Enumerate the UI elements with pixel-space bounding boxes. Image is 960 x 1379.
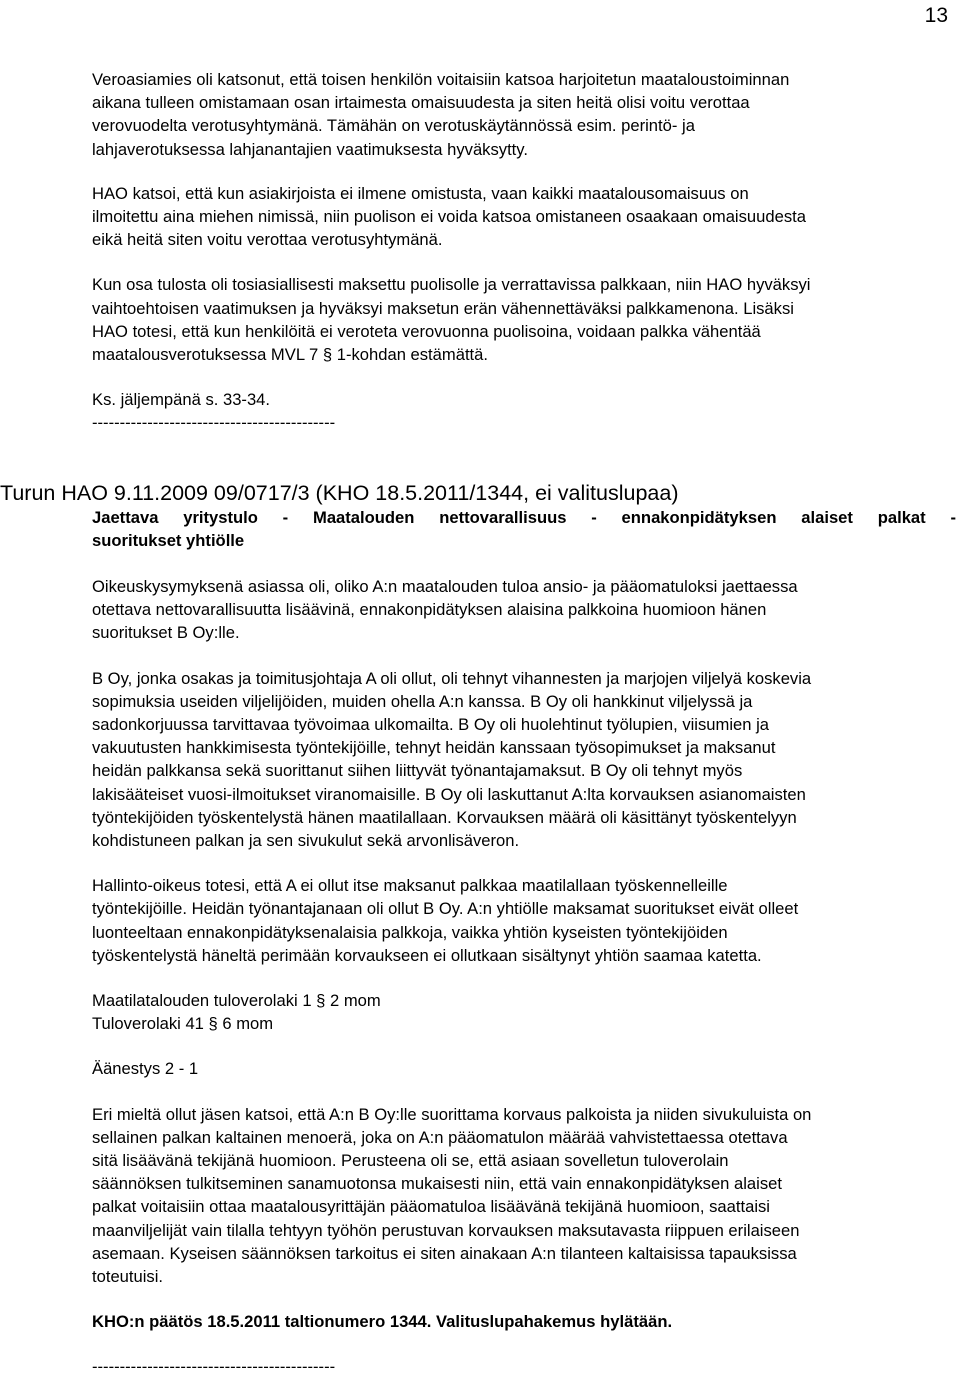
text-line: aikana tulleen omistamaan osan irtaimesta omaisuudesta ja siten heitä olisi voitu verottaa: [92, 93, 750, 113]
paragraph-dissent: [92, 1103, 960, 1289]
text-line: HAO totesi, että kun henkilöitä ei veroteta verovuonna puolisoina, voidaan palkka vähentää: [92, 321, 761, 341]
text-line: luonteeltaan ennakonpidätyksenalaisia palkkoja, vaikka yhtiön kyseisten työntekijöiden: [92, 922, 728, 942]
case-subtitle-line: suoritukset yhtiölle: [92, 531, 245, 550]
text-line: asemaan. Kyseisen säännöksen tarkoitus ei siten ainakaan A:n tilanteen kaltaisissa tapauksissa: [92, 1243, 797, 1263]
paragraph-b-oy: [92, 667, 960, 853]
text-line: säännöksen tulkitseminen sanamuotonsa mukaisesti niin, että vain ennakonpidätyksen alaiset: [92, 1174, 782, 1194]
statute-line: Tuloverolaki 41 § 6 mom: [92, 1014, 274, 1034]
text-line: B Oy, jonka osakas ja toimitusjohtaja A oli ollut, oli tehnyt vihannesten ja marjojen viljelyä koskevia: [92, 668, 812, 688]
text-line: sopimuksia useiden viljelijöiden, muiden ohella A:n kanssa. B Oy oli hankkinut viljelyssä ja: [92, 691, 753, 711]
page-number: 13: [924, 4, 948, 27]
text-line: palkat voitaisiin ottaa maatalousyrittäjän pääomatuloa lisäävänä tekijänä huomioon, saattaisi: [92, 1197, 770, 1217]
text-line: Kun osa tulosta oli tosiasiallisesti maksettu puolisolle ja verrattavissa palkkaan, niin HAO hyväksyi: [92, 275, 811, 295]
case-subtitle-line: Jaettava yritystulo - Maatalouden nettovarallisuus - ennakonpidätyksen alaiset palkat -: [92, 508, 956, 527]
text-line: sellainen palkan kaltainen menoerä, joka on A:n pääomatulon määrää vahvistettaessa otettava: [92, 1127, 788, 1147]
upper-section: [92, 68, 956, 435]
text-line: Eri mieltä ollut jäsen katsoi, että A:n B Oy:lle suorittama korvaus palkoista ja niiden sivukuluista on: [92, 1104, 812, 1124]
text-line: Oikeuskysymyksenä asiassa oli, oliko A:n maatalouden tuloa ansio- ja pääomatuloksi jaettaessa: [92, 577, 798, 596]
text-line: ilmoitettu aina miehen nimissä, niin puolison ei voida katsoa omistaneen osaakaan omaisuudesta: [92, 207, 806, 227]
text-line: heidän palkkansa sekä suorittanut siihen liittyvät työnantajamaksut. B Oy oli tehnyt myös: [92, 761, 743, 781]
text-line: verovuodelta verotusyhtymänä. Tämähän on verotuskäytännössä esim. perintö- ja: [92, 116, 695, 136]
text-line: Veroasiamies oli katsonut, että toisen henkilön voitaisiin katsoa harjoitetun maataloustoiminnan: [92, 70, 790, 89]
text-line: HAO katsoi, että kun asiakirjoista ei ilmene omistusta, vaan kaikki maatalousomaisuus on: [92, 183, 749, 203]
decision-line: [92, 1310, 960, 1333]
text-line: työntekijöiden työskentelystä hänen maatilallaan. Korvauksen määrä oli käsittänyt työskentelyyn: [92, 807, 797, 827]
paragraph-kun-osa-tulosta: [92, 273, 956, 366]
text-line: eikä heitä siten voitu verottaa verotusyhtymänä.: [92, 230, 443, 250]
vote-line: [92, 1057, 960, 1080]
bottom-separator: [92, 1355, 960, 1378]
text-line: suoritukset B Oy:lle.: [92, 623, 240, 643]
reference-text: Ks. jäljempänä s. 33-34.: [92, 390, 271, 410]
statutes: [92, 989, 960, 1035]
case-subtitle: [92, 506, 956, 552]
text-line: otettava nettovarallisuutta lisäävinä, ennakonpidätyksen alaisina palkkoina huomioon hänen: [92, 600, 767, 620]
statute-line: Maatilatalouden tuloverolaki 1 § 2 mom: [92, 991, 381, 1011]
text-line: lahjaverotuksessa lahjanantajien vaatimuksesta hyväksytty.: [92, 139, 528, 159]
separator-line: --------------------------------------------: [92, 1357, 336, 1377]
text-line: työntekijöille. Heidän työnantajanaan oli ollut B Oy. A:n yhtiölle maksamat suoritukset eivät olleet: [92, 899, 799, 919]
reference-line: [92, 388, 956, 434]
text-line: vakuutusten hankkimisesta työntekijöille, tehnyt heidän kanssaan työsopimukset ja maksanut: [92, 738, 776, 758]
vote-text: Äänestys 2 - 1: [92, 1059, 199, 1079]
text-line: maatalousverotuksessa MVL 7 § 1-kohdan estämättä.: [92, 345, 489, 365]
text-line: kohdistuneen palkan ja sen sivukulut sekä arvonlisäveron.: [92, 831, 520, 851]
text-line: sitä lisäävänä tekijänä huomioon. Perusteena oli se, että asiaan sovelletun tuloverolain: [92, 1151, 729, 1171]
text-line: vaihtoehtoisen vaatimuksen ja hyväksyi maksetun erän vähennettäväksi palkkamenona. Lisäksi: [92, 298, 794, 318]
text-line: toteutuisi.: [92, 1267, 164, 1287]
paragraph-hao-katsoi: [92, 182, 956, 252]
text-line: Hallinto-oikeus totesi, että A ei ollut itse maksanut palkkaa maatilallaan työskennelleille: [92, 876, 728, 896]
paragraph-veroasiamies: [92, 68, 956, 161]
case-title: Turun HAO 9.11.2009 09/0717/3 (KHO 18.5.2011/1344, ei valituslupaa): [0, 481, 679, 505]
text-line: maanviljelijät vain tilalla tehtyyn työhön perustuvan korvauksen maksutavasta riippuen erilaiseen: [92, 1220, 800, 1240]
separator-line: --------------------------------------------: [92, 413, 336, 433]
text-line: työskentelystä häneltä perimään korvaukseen ei ollutkaan sisältynyt yhtiön saamaa katetta.: [92, 945, 762, 965]
lower-section: [92, 575, 960, 1379]
decision-text: KHO:n päätös 18.5.2011 taltionumero 1344. Valituslupahakemus hylätään.: [92, 1312, 673, 1332]
paragraph-hallinto-oikeus: [92, 874, 960, 967]
text-line: lakisääteiset vuosi-ilmoitukset viranomaisille. B Oy oli laskuttanut A:lta korvauksen asianomaisten: [92, 784, 806, 804]
paragraph-oikeuskysymys: [92, 575, 960, 645]
text-line: sadonkorjuussa tarvittavaa työvoimaa ulkomailta. B Oy oli huolehtinut työlupien, viisumien ja: [92, 715, 770, 735]
